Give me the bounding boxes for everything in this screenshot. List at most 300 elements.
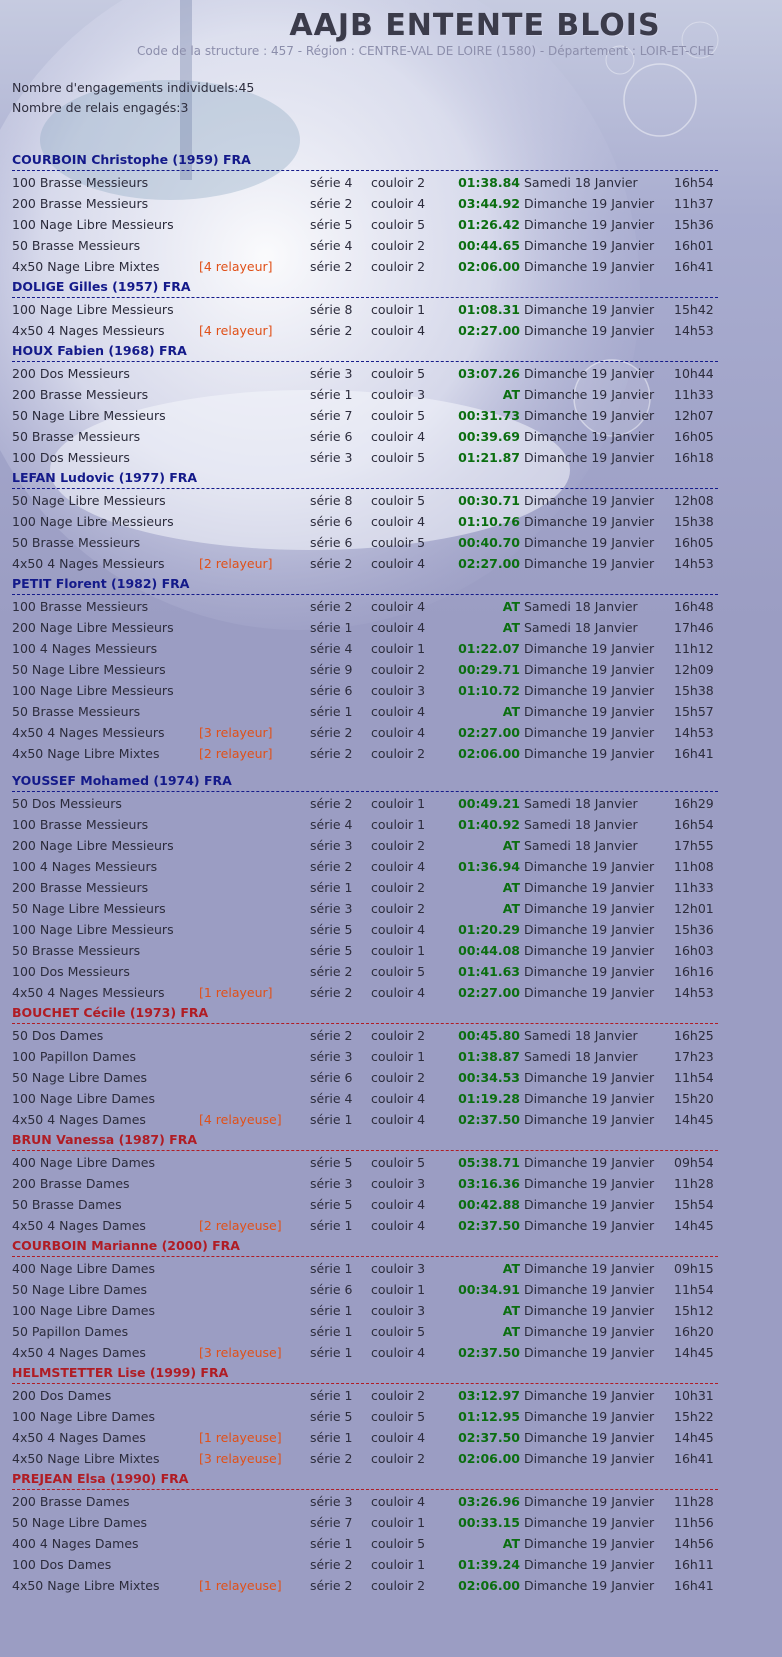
event-day: Dimanche 19 Janvier bbox=[524, 1218, 655, 1233]
event-day: Dimanche 19 Janvier bbox=[524, 366, 655, 381]
event-name: 100 Dos Messieurs bbox=[12, 450, 130, 465]
heat-number: série 3 bbox=[310, 1049, 353, 1064]
lane-number: couloir 2 bbox=[371, 175, 426, 190]
heat-number: série 1 bbox=[310, 1388, 353, 1403]
event-day: Samedi 18 Janvier bbox=[524, 620, 638, 635]
event-hour: 12h01 bbox=[674, 901, 714, 916]
heat-number: série 2 bbox=[310, 323, 353, 338]
event-hour: 14h56 bbox=[674, 1536, 714, 1551]
lane-number: couloir 5 bbox=[371, 964, 426, 979]
swimmer-block bbox=[12, 574, 718, 764]
event-day: Dimanche 19 Janvier bbox=[524, 662, 655, 677]
heat-number: série 4 bbox=[310, 641, 353, 656]
entry-time: 03:16.36 bbox=[458, 1176, 520, 1191]
swimmer-block bbox=[12, 277, 718, 341]
relay-position: [4 relayeuse] bbox=[199, 1112, 282, 1127]
individual-count-value: 45 bbox=[238, 80, 255, 95]
lane-number: couloir 4 bbox=[371, 922, 426, 937]
lane-number: couloir 2 bbox=[371, 901, 426, 916]
entry-time: 02:06.00 bbox=[458, 746, 520, 761]
swimmer-name: BOUCHET Cécile (1973) FRA bbox=[12, 1003, 718, 1024]
swimmer-name: HOUX Fabien (1968) FRA bbox=[12, 341, 718, 362]
lane-number: couloir 4 bbox=[371, 599, 426, 614]
event-hour: 14h45 bbox=[674, 1218, 714, 1233]
relay-count-value: 3 bbox=[180, 100, 189, 115]
lane-number: couloir 5 bbox=[371, 493, 426, 508]
event-name: 50 Nage Libre Messieurs bbox=[12, 662, 166, 677]
entry-time: 01:20.29 bbox=[458, 922, 520, 937]
event-hour: 12h07 bbox=[674, 408, 714, 423]
event-name: 4x50 4 Nages Messieurs bbox=[12, 323, 165, 338]
lane-number: couloir 4 bbox=[371, 1091, 426, 1106]
event-hour: 16h41 bbox=[674, 1451, 714, 1466]
event-day: Dimanche 19 Janvier bbox=[524, 746, 655, 761]
heat-number: série 2 bbox=[310, 964, 353, 979]
event-row bbox=[12, 1575, 718, 1596]
entry-time: 02:37.50 bbox=[458, 1218, 520, 1233]
event-hour: 12h09 bbox=[674, 662, 714, 677]
event-day: Dimanche 19 Janvier bbox=[524, 535, 655, 550]
relay-position: [3 relayeur] bbox=[199, 725, 273, 740]
entry-time: 01:41.63 bbox=[458, 964, 520, 979]
heat-number: série 3 bbox=[310, 366, 353, 381]
lane-number: couloir 5 bbox=[371, 408, 426, 423]
event-hour: 16h41 bbox=[674, 259, 714, 274]
event-name: 200 Brasse Dames bbox=[12, 1176, 130, 1191]
lane-number: couloir 4 bbox=[371, 196, 426, 211]
event-row bbox=[12, 384, 718, 405]
entry-time: 01:12.95 bbox=[458, 1409, 520, 1424]
section-gap bbox=[12, 764, 718, 771]
lane-number: couloir 4 bbox=[371, 859, 426, 874]
event-name: 100 Brasse Messieurs bbox=[12, 599, 149, 614]
event-name: 4x50 Nage Libre Mixtes bbox=[12, 746, 160, 761]
entry-time: 03:26.96 bbox=[458, 1494, 520, 1509]
entry-time: AT bbox=[502, 1536, 520, 1551]
lane-number: couloir 2 bbox=[371, 1070, 426, 1085]
relay-position: [3 relayeuse] bbox=[199, 1451, 282, 1466]
entry-time: AT bbox=[502, 387, 520, 402]
event-day: Dimanche 19 Janvier bbox=[524, 1451, 655, 1466]
event-hour: 09h15 bbox=[674, 1261, 714, 1276]
event-row bbox=[12, 1173, 718, 1194]
entry-time: AT bbox=[502, 704, 520, 719]
event-hour: 15h36 bbox=[674, 922, 714, 937]
event-day: Dimanche 19 Janvier bbox=[524, 1388, 655, 1403]
event-row bbox=[12, 511, 718, 532]
event-day: Dimanche 19 Janvier bbox=[524, 943, 655, 958]
engagement-counts bbox=[12, 78, 254, 118]
event-hour: 15h22 bbox=[674, 1409, 714, 1424]
heat-number: série 8 bbox=[310, 302, 353, 317]
event-name: 50 Nage Libre Messieurs bbox=[12, 408, 166, 423]
event-name: 200 Dos Dames bbox=[12, 1388, 112, 1403]
event-day: Dimanche 19 Janvier bbox=[524, 1494, 655, 1509]
entry-time: AT bbox=[502, 838, 520, 853]
entry-time: 01:19.28 bbox=[458, 1091, 520, 1106]
entry-time: 00:40.70 bbox=[458, 535, 520, 550]
event-hour: 15h20 bbox=[674, 1091, 714, 1106]
event-row bbox=[12, 856, 718, 877]
event-name: 100 Dos Dames bbox=[12, 1557, 112, 1572]
event-day: Dimanche 19 Janvier bbox=[524, 1176, 655, 1191]
entry-time: 01:26.42 bbox=[458, 217, 520, 232]
entry-time: 02:06.00 bbox=[458, 1451, 520, 1466]
heat-number: série 6 bbox=[310, 535, 353, 550]
heat-number: série 2 bbox=[310, 859, 353, 874]
event-row bbox=[12, 793, 718, 814]
lane-number: couloir 4 bbox=[371, 514, 426, 529]
entry-time: AT bbox=[502, 1324, 520, 1339]
event-day: Dimanche 19 Janvier bbox=[524, 1578, 655, 1593]
entry-time: 00:39.69 bbox=[458, 429, 520, 444]
event-day: Dimanche 19 Janvier bbox=[524, 1430, 655, 1445]
relay-position: [4 relayeur] bbox=[199, 323, 273, 338]
entry-time: 00:44.08 bbox=[458, 943, 520, 958]
swimmer-block bbox=[12, 771, 718, 1003]
heat-number: série 2 bbox=[310, 746, 353, 761]
event-row bbox=[12, 1067, 718, 1088]
swimmer-block bbox=[12, 1469, 718, 1596]
event-day: Dimanche 19 Janvier bbox=[524, 985, 655, 1000]
event-day: Dimanche 19 Janvier bbox=[524, 238, 655, 253]
event-day: Dimanche 19 Janvier bbox=[524, 1303, 655, 1318]
lane-number: couloir 1 bbox=[371, 1557, 426, 1572]
heat-number: série 2 bbox=[310, 259, 353, 274]
lane-number: couloir 1 bbox=[371, 302, 426, 317]
event-row bbox=[12, 1321, 718, 1342]
lane-number: couloir 1 bbox=[371, 817, 426, 832]
event-row bbox=[12, 680, 718, 701]
event-hour: 14h53 bbox=[674, 725, 714, 740]
event-row bbox=[12, 490, 718, 511]
lane-number: couloir 2 bbox=[371, 259, 426, 274]
lane-number: couloir 1 bbox=[371, 641, 426, 656]
event-row bbox=[12, 405, 718, 426]
event-name: 50 Nage Libre Messieurs bbox=[12, 901, 166, 916]
entry-time: 01:10.76 bbox=[458, 514, 520, 529]
event-row bbox=[12, 596, 718, 617]
heat-number: série 4 bbox=[310, 817, 353, 832]
heat-number: série 1 bbox=[310, 1112, 353, 1127]
lane-number: couloir 1 bbox=[371, 796, 426, 811]
event-name: 100 4 Nages Messieurs bbox=[12, 859, 158, 874]
event-hour: 10h31 bbox=[674, 1388, 714, 1403]
event-hour: 11h56 bbox=[674, 1515, 714, 1530]
entry-time: 01:10.72 bbox=[458, 683, 520, 698]
relay-position: [1 relayeur] bbox=[199, 985, 273, 1000]
lane-number: couloir 4 bbox=[371, 323, 426, 338]
event-row bbox=[12, 919, 718, 940]
heat-number: série 5 bbox=[310, 943, 353, 958]
swimmer-block bbox=[12, 150, 718, 277]
event-row bbox=[12, 1427, 718, 1448]
lane-number: couloir 4 bbox=[371, 985, 426, 1000]
relay-position: [1 relayeuse] bbox=[199, 1430, 282, 1445]
event-name: 50 Nage Libre Dames bbox=[12, 1282, 148, 1297]
entry-time: 02:27.00 bbox=[458, 985, 520, 1000]
lane-number: couloir 3 bbox=[371, 387, 426, 402]
heat-number: série 6 bbox=[310, 429, 353, 444]
entry-time: 00:29.71 bbox=[458, 662, 520, 677]
event-hour: 16h25 bbox=[674, 1028, 714, 1043]
event-name: 50 Brasse Dames bbox=[12, 1197, 122, 1212]
event-hour: 14h53 bbox=[674, 323, 714, 338]
heat-number: série 5 bbox=[310, 217, 353, 232]
individual-count-label: Nombre d'engagements individuels: bbox=[12, 80, 239, 95]
event-name: 50 Nage Libre Messieurs bbox=[12, 493, 166, 508]
swimmer-block bbox=[12, 1236, 718, 1363]
event-row bbox=[12, 638, 718, 659]
heat-number: série 3 bbox=[310, 838, 353, 853]
lane-number: couloir 4 bbox=[371, 1218, 426, 1233]
event-day: Dimanche 19 Janvier bbox=[524, 725, 655, 740]
event-name: 100 Nage Libre Messieurs bbox=[12, 922, 174, 937]
event-name: 4x50 4 Nages Dames bbox=[12, 1430, 146, 1445]
event-name: 4x50 4 Nages Messieurs bbox=[12, 985, 165, 1000]
event-name: 100 Nage Libre Dames bbox=[12, 1091, 156, 1106]
heat-number: série 2 bbox=[310, 556, 353, 571]
event-day: Dimanche 19 Janvier bbox=[524, 1070, 655, 1085]
event-day: Dimanche 19 Janvier bbox=[524, 683, 655, 698]
lane-number: couloir 5 bbox=[371, 1536, 426, 1551]
lane-number: couloir 5 bbox=[371, 1324, 426, 1339]
event-name: 4x50 Nage Libre Mixtes bbox=[12, 1578, 160, 1593]
lane-number: couloir 4 bbox=[371, 725, 426, 740]
event-row bbox=[12, 320, 718, 341]
event-hour: 16h11 bbox=[674, 1557, 714, 1572]
event-row bbox=[12, 1533, 718, 1554]
heat-number: série 7 bbox=[310, 1515, 353, 1530]
event-hour: 16h41 bbox=[674, 746, 714, 761]
event-name: 400 Nage Libre Dames bbox=[12, 1261, 156, 1276]
event-name: 100 Nage Libre Dames bbox=[12, 1409, 156, 1424]
event-row bbox=[12, 1088, 718, 1109]
event-hour: 16h54 bbox=[674, 175, 714, 190]
event-day: Samedi 18 Janvier bbox=[524, 838, 638, 853]
event-name: 100 Brasse Messieurs bbox=[12, 817, 149, 832]
lane-number: couloir 4 bbox=[371, 1494, 426, 1509]
event-day: Samedi 18 Janvier bbox=[524, 175, 638, 190]
event-name: 50 Brasse Messieurs bbox=[12, 704, 141, 719]
event-day: Dimanche 19 Janvier bbox=[524, 302, 655, 317]
relay-count-label: Nombre de relais engagés: bbox=[12, 100, 181, 115]
entry-time: 02:27.00 bbox=[458, 556, 520, 571]
event-name: 400 4 Nages Dames bbox=[12, 1536, 139, 1551]
swimmer-name: LEFAN Ludovic (1977) FRA bbox=[12, 468, 718, 489]
event-row bbox=[12, 1152, 718, 1173]
swimmer-name: PETIT Florent (1982) FRA bbox=[12, 574, 718, 595]
lane-number: couloir 3 bbox=[371, 1303, 426, 1318]
event-row bbox=[12, 743, 718, 764]
relay-position: [2 relayeur] bbox=[199, 556, 273, 571]
event-row bbox=[12, 299, 718, 320]
event-hour: 16h29 bbox=[674, 796, 714, 811]
event-row bbox=[12, 940, 718, 961]
entry-time: 01:39.24 bbox=[458, 1557, 520, 1572]
event-row bbox=[12, 835, 718, 856]
swimmer-block bbox=[12, 1003, 718, 1130]
event-name: 200 Nage Libre Messieurs bbox=[12, 620, 174, 635]
relay-count-line bbox=[12, 98, 254, 118]
entry-time: 01:21.87 bbox=[458, 450, 520, 465]
event-name: 100 Papillon Dames bbox=[12, 1049, 137, 1064]
event-name: 50 Brasse Messieurs bbox=[12, 238, 141, 253]
event-name: 200 Brasse Messieurs bbox=[12, 387, 149, 402]
lane-number: couloir 4 bbox=[371, 1112, 426, 1127]
lane-number: couloir 2 bbox=[371, 238, 426, 253]
event-row bbox=[12, 877, 718, 898]
heat-number: série 6 bbox=[310, 1282, 353, 1297]
event-day: Dimanche 19 Janvier bbox=[524, 1197, 655, 1212]
lane-number: couloir 4 bbox=[371, 1345, 426, 1360]
event-name: 100 Nage Libre Messieurs bbox=[12, 683, 174, 698]
heat-number: série 2 bbox=[310, 1028, 353, 1043]
lane-number: couloir 4 bbox=[371, 429, 426, 444]
event-row bbox=[12, 1109, 718, 1130]
lane-number: couloir 3 bbox=[371, 1176, 426, 1191]
entry-time: 00:49.21 bbox=[458, 796, 520, 811]
entry-time: AT bbox=[502, 599, 520, 614]
lane-number: couloir 2 bbox=[371, 1451, 426, 1466]
event-day: Dimanche 19 Janvier bbox=[524, 901, 655, 916]
entry-time: 00:33.15 bbox=[458, 1515, 520, 1530]
lane-number: couloir 4 bbox=[371, 1197, 426, 1212]
heat-number: série 2 bbox=[310, 196, 353, 211]
event-hour: 11h54 bbox=[674, 1070, 714, 1085]
event-day: Dimanche 19 Janvier bbox=[524, 408, 655, 423]
event-row bbox=[12, 532, 718, 553]
event-hour: 16h54 bbox=[674, 817, 714, 832]
event-hour: 16h20 bbox=[674, 1324, 714, 1339]
heat-number: série 2 bbox=[310, 1578, 353, 1593]
event-row bbox=[12, 172, 718, 193]
heat-number: série 5 bbox=[310, 922, 353, 937]
heat-number: série 1 bbox=[310, 1345, 353, 1360]
event-name: 50 Brasse Messieurs bbox=[12, 535, 141, 550]
event-hour: 11h37 bbox=[674, 196, 714, 211]
swimmer-block bbox=[12, 1130, 718, 1236]
lane-number: couloir 4 bbox=[371, 704, 426, 719]
event-row bbox=[12, 1554, 718, 1575]
heat-number: série 6 bbox=[310, 683, 353, 698]
entry-time: 03:07.26 bbox=[458, 366, 520, 381]
heat-number: série 8 bbox=[310, 493, 353, 508]
heat-number: série 9 bbox=[310, 662, 353, 677]
event-hour: 16h41 bbox=[674, 1578, 714, 1593]
event-name: 4x50 4 Nages Dames bbox=[12, 1218, 146, 1233]
relay-position: [4 relayeur] bbox=[199, 259, 273, 274]
event-day: Dimanche 19 Janvier bbox=[524, 1536, 655, 1551]
swimmer-name: BRUN Vanessa (1987) FRA bbox=[12, 1130, 718, 1151]
event-hour: 10h44 bbox=[674, 366, 714, 381]
event-row bbox=[12, 722, 718, 743]
event-row bbox=[12, 1406, 718, 1427]
event-name: 4x50 Nage Libre Mixtes bbox=[12, 259, 160, 274]
heat-number: série 1 bbox=[310, 1536, 353, 1551]
event-row bbox=[12, 193, 718, 214]
event-day: Dimanche 19 Janvier bbox=[524, 964, 655, 979]
heat-number: série 4 bbox=[310, 175, 353, 190]
event-row bbox=[12, 898, 718, 919]
lane-number: couloir 2 bbox=[371, 1028, 426, 1043]
event-name: 50 Nage Libre Dames bbox=[12, 1070, 148, 1085]
entry-time: 01:22.07 bbox=[458, 641, 520, 656]
heat-number: série 1 bbox=[310, 704, 353, 719]
lane-number: couloir 4 bbox=[371, 620, 426, 635]
event-hour: 14h45 bbox=[674, 1345, 714, 1360]
event-hour: 11h28 bbox=[674, 1494, 714, 1509]
event-name: 200 Nage Libre Messieurs bbox=[12, 838, 174, 853]
entry-time: 01:38.87 bbox=[458, 1049, 520, 1064]
lane-number: couloir 5 bbox=[371, 535, 426, 550]
event-day: Dimanche 19 Janvier bbox=[524, 1557, 655, 1572]
event-day: Dimanche 19 Janvier bbox=[524, 217, 655, 232]
event-day: Samedi 18 Janvier bbox=[524, 599, 638, 614]
entry-time: 02:37.50 bbox=[458, 1345, 520, 1360]
event-name: 100 Nage Libre Messieurs bbox=[12, 514, 174, 529]
event-hour: 15h36 bbox=[674, 217, 714, 232]
entry-time: 03:44.92 bbox=[458, 196, 520, 211]
event-hour: 09h54 bbox=[674, 1155, 714, 1170]
event-row bbox=[12, 1512, 718, 1533]
lane-number: couloir 3 bbox=[371, 683, 426, 698]
event-name: 4x50 4 Nages Dames bbox=[12, 1345, 146, 1360]
event-hour: 15h38 bbox=[674, 514, 714, 529]
event-day: Samedi 18 Janvier bbox=[524, 817, 638, 832]
event-row bbox=[12, 617, 718, 638]
entry-time: 00:45.80 bbox=[458, 1028, 520, 1043]
event-hour: 11h08 bbox=[674, 859, 714, 874]
event-hour: 16h48 bbox=[674, 599, 714, 614]
event-row bbox=[12, 1215, 718, 1236]
event-row bbox=[12, 1194, 718, 1215]
heat-number: série 5 bbox=[310, 1197, 353, 1212]
heat-number: série 1 bbox=[310, 620, 353, 635]
swimmer-name: COURBOIN Christophe (1959) FRA bbox=[12, 150, 718, 171]
event-day: Dimanche 19 Janvier bbox=[524, 323, 655, 338]
heat-number: série 5 bbox=[310, 1409, 353, 1424]
event-day: Dimanche 19 Janvier bbox=[524, 1261, 655, 1276]
event-hour: 16h18 bbox=[674, 450, 714, 465]
event-hour: 16h01 bbox=[674, 238, 714, 253]
heat-number: série 2 bbox=[310, 599, 353, 614]
event-hour: 15h57 bbox=[674, 704, 714, 719]
event-hour: 16h05 bbox=[674, 429, 714, 444]
swimmer-name: DOLIGE Gilles (1957) FRA bbox=[12, 277, 718, 298]
event-day: Dimanche 19 Janvier bbox=[524, 859, 655, 874]
event-hour: 15h42 bbox=[674, 302, 714, 317]
event-row bbox=[12, 214, 718, 235]
heat-number: série 4 bbox=[310, 238, 353, 253]
event-row bbox=[12, 363, 718, 384]
event-row bbox=[12, 1448, 718, 1469]
event-hour: 11h33 bbox=[674, 880, 714, 895]
relay-position: [3 relayeuse] bbox=[199, 1345, 282, 1360]
heat-number: série 6 bbox=[310, 1070, 353, 1085]
entry-time: 00:30.71 bbox=[458, 493, 520, 508]
event-hour: 15h54 bbox=[674, 1197, 714, 1212]
heat-number: série 1 bbox=[310, 880, 353, 895]
lane-number: couloir 1 bbox=[371, 1282, 426, 1297]
event-day: Dimanche 19 Janvier bbox=[524, 429, 655, 444]
event-hour: 17h55 bbox=[674, 838, 714, 853]
event-name: 200 Brasse Messieurs bbox=[12, 880, 149, 895]
lane-number: couloir 2 bbox=[371, 1578, 426, 1593]
event-row bbox=[12, 553, 718, 574]
event-name: 50 Papillon Dames bbox=[12, 1324, 129, 1339]
heat-number: série 4 bbox=[310, 1091, 353, 1106]
